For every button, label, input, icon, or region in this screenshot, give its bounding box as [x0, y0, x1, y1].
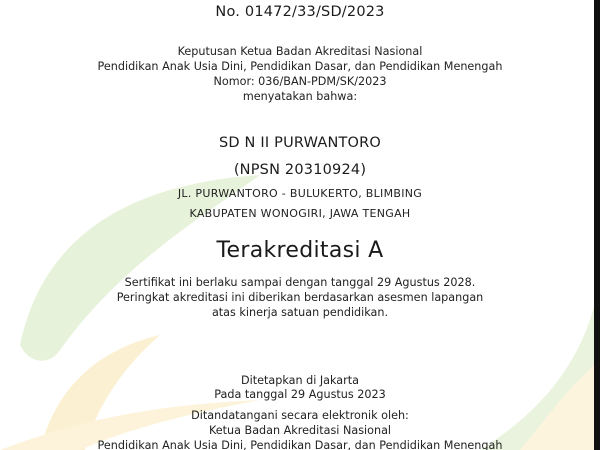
school-name: SD N II PURWANTORO — [218, 135, 382, 151]
issuance-place: Ditetapkan di Jakarta — [240, 374, 360, 387]
school-address-line-1: JL. PURWANTORO - BULUKERTO, BLIMBING — [177, 187, 423, 200]
decree-statement: menyatakan bahwa: — [242, 90, 358, 103]
signer-title-line-1: Ketua Badan Akreditasi Nasional — [208, 424, 392, 437]
school-address-line-2: KABUPATEN WONOGIRI, JAWA TENGAH — [189, 207, 411, 220]
basis-statement-line-1: Peringkat akreditasi ini diberikan berdasarkan asesmen lapangan — [116, 291, 484, 304]
decree-number: Nomor: 036/BAN-PDM/SK/2023 — [213, 75, 387, 88]
school-npsn: (NPSN 20310924) — [233, 162, 367, 178]
page-edge-border — [594, 0, 600, 450]
certificate-number: No. 01472/33/SD/2023 — [215, 4, 385, 20]
accreditation-status: Terakreditasi A — [216, 238, 384, 263]
issuance-date: Pada tanggal 29 Agustus 2023 — [214, 388, 386, 401]
basis-statement-line-2: atas kinerja satuan pendidikan. — [211, 306, 389, 319]
decree-line-1: Keputusan Ketua Badan Akreditasi Nasional — [177, 45, 423, 58]
validity-statement: Sertifikat ini berlaku sampai dengan tanggal 29 Agustus 2028. — [124, 276, 476, 289]
signer-title-line-2: Pendidikan Anak Usia Dini, Pendidikan Dasar, dan Pendidikan Menengah — [97, 439, 503, 450]
electronic-signature-note: Ditandatangani secara elektronik oleh: — [191, 409, 409, 422]
decree-line-2: Pendidikan Anak Usia Dini, Pendidikan Dasar, dan Pendidikan Menengah — [97, 60, 503, 73]
